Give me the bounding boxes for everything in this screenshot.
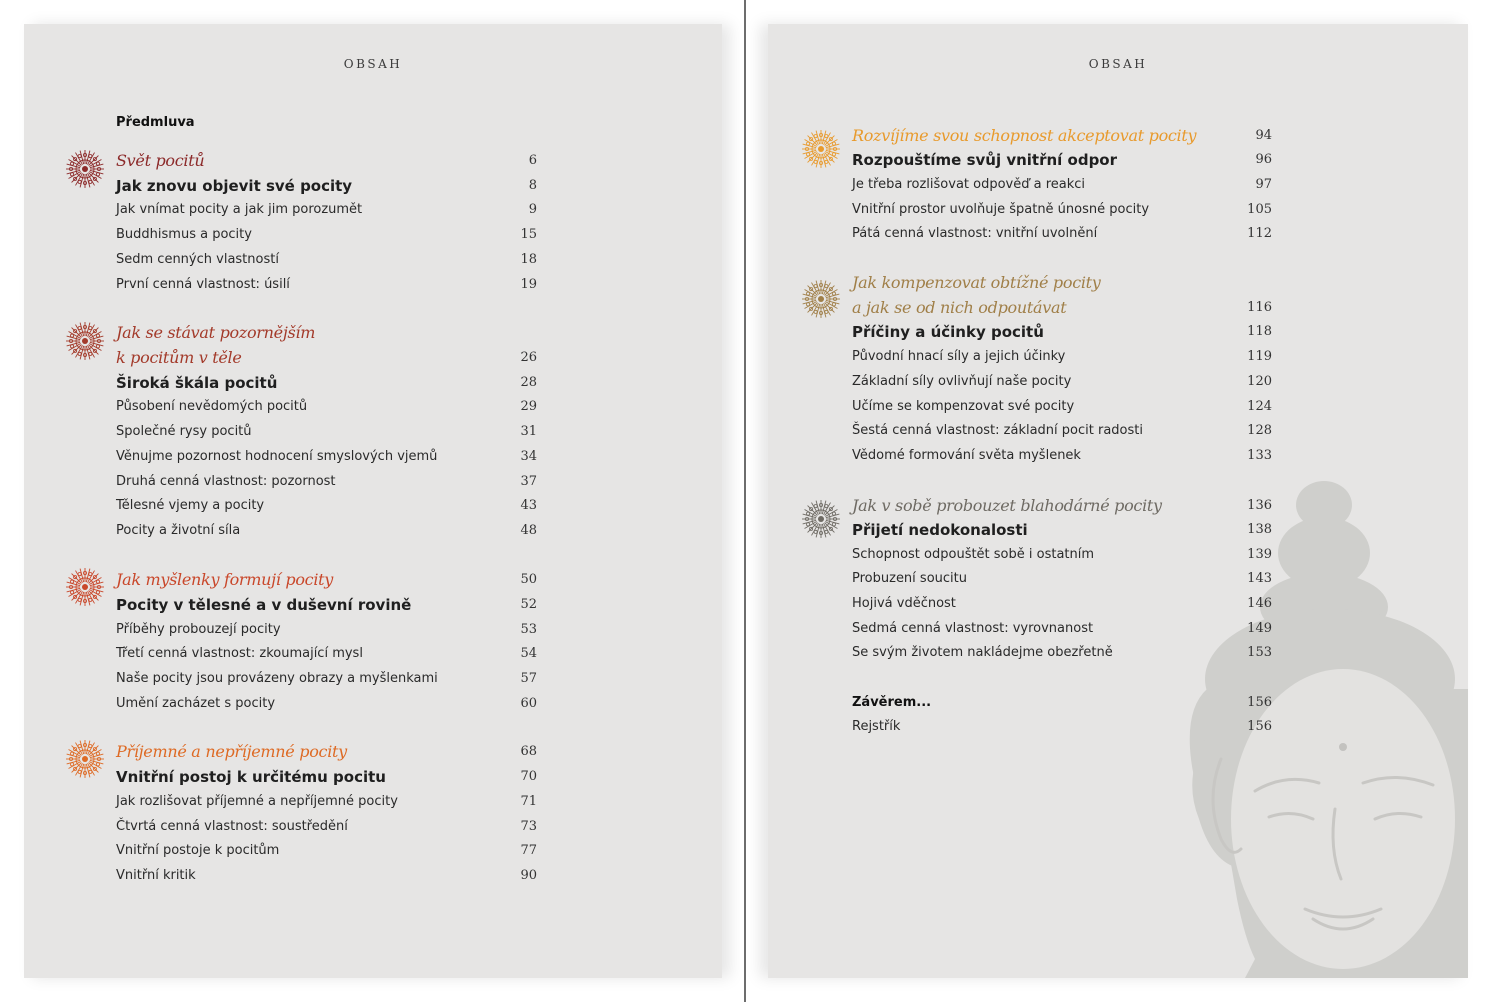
toc-entry-title: Příčiny a účinky pocitů xyxy=(852,323,1044,341)
toc-entry-page-number: 18 xyxy=(520,252,537,267)
toc-entry xyxy=(116,495,537,517)
toc-entry xyxy=(852,297,1272,319)
toc-entry-title: Rozvíjíme svou schopnost akceptovat pocity xyxy=(852,126,1197,145)
toc-entry-title: Se svým životem nakládejme obezřetně xyxy=(852,645,1113,660)
toc-entry-page-number: 156 xyxy=(1247,719,1272,734)
toc-entry-title: a jak se od nich odpoutávat xyxy=(852,298,1067,317)
toc-entry-page-number: 118 xyxy=(1247,324,1272,339)
toc-entry xyxy=(852,692,1272,714)
toc-entry xyxy=(852,149,1272,171)
toc-entry-page-number: 50 xyxy=(520,572,537,587)
toc-entry-title: Vnitřní postoje k pocitům xyxy=(116,843,280,858)
toc-entry-title: Umění zacházet s pocity xyxy=(116,696,276,711)
toc-entry-title: Sedmá cenná vlastnost: vyrovnanost xyxy=(852,621,1094,636)
toc-entry-page-number: 112 xyxy=(1247,226,1272,241)
toc-entry-page-number: 124 xyxy=(1247,399,1272,414)
toc-entry-title: Původní hnací síly a jejich účinky xyxy=(852,349,1066,364)
toc-entry-page-number: 105 xyxy=(1247,202,1272,217)
toc-entry-page-number: 133 xyxy=(1247,448,1272,463)
toc-entry-page-number: 37 xyxy=(520,474,537,489)
mandala-icon xyxy=(800,128,842,170)
mandala-icon xyxy=(64,566,106,608)
toc-entry xyxy=(852,642,1272,664)
toc-entry-page-number: 60 xyxy=(520,696,537,711)
toc-entry-page-number: 34 xyxy=(520,449,537,464)
running-head-left: OBSAH xyxy=(343,57,403,71)
toc-entry-title: Společné rysy pocitů xyxy=(116,424,252,439)
toc-entry xyxy=(116,569,537,591)
toc-entry-page-number: 128 xyxy=(1247,423,1272,438)
toc-entry xyxy=(116,150,537,172)
toc-entry-page-number: 48 xyxy=(520,523,537,538)
toc-entry-page-number: 119 xyxy=(1247,349,1272,364)
toc-entry-page-number: 6 xyxy=(528,153,537,168)
toc-entry-title: Probuzení soucitu xyxy=(852,571,967,586)
toc-entry xyxy=(116,372,537,394)
toc-entry xyxy=(116,791,537,813)
toc-entry xyxy=(852,716,1272,738)
toc-entry-page-number: 53 xyxy=(520,622,537,637)
toc-entry-page-number: 31 xyxy=(520,424,537,439)
toc-entry-title: Jak znovu objevit své pocity xyxy=(116,177,353,195)
toc-entry xyxy=(116,471,537,493)
mandala-icon xyxy=(64,148,106,190)
toc-entry xyxy=(852,199,1272,221)
toc-entry xyxy=(116,766,537,788)
toc-entry xyxy=(852,519,1272,541)
toc-entry-title: Pocity a životní síla xyxy=(116,523,241,538)
toc-entry-title: Rejstřík xyxy=(852,719,901,734)
toc-right xyxy=(852,24,1272,978)
toc-entry-page-number: 73 xyxy=(520,819,537,834)
toc-entry-title: Vnitřní prostor uvolňuje špatně únosné pocity xyxy=(852,202,1150,217)
toc-entry-title: Jak vnímat pocity a jak jim porozumět xyxy=(116,202,363,217)
toc-entry-page-number: 77 xyxy=(520,843,537,858)
toc-entry xyxy=(852,568,1272,590)
toc-entry-title: Jak rozlišovat příjemné a nepříjemné pocity xyxy=(116,794,398,809)
mandala-icon xyxy=(64,320,106,362)
toc-entry-page-number: 153 xyxy=(1247,645,1272,660)
toc-entry-title: Naše pocity jsou provázeny obrazy a myšlenkami xyxy=(116,671,438,686)
toc-entry-page-number: 143 xyxy=(1247,571,1272,586)
mandala-icon xyxy=(64,738,106,780)
toc-entry-page-number: 15 xyxy=(520,227,537,242)
toc-entry xyxy=(116,175,537,197)
toc-entry xyxy=(116,594,537,616)
toc-entry-page-number: 90 xyxy=(520,868,537,883)
toc-entry-title: První cenná vlastnost: úsilí xyxy=(116,277,290,292)
toc-entry-page-number: 120 xyxy=(1247,374,1272,389)
toc-entry-page-number: 19 xyxy=(520,277,537,292)
toc-entry-page-number: 28 xyxy=(520,375,537,390)
toc-entry xyxy=(116,816,537,838)
toc-entry-page-number: 70 xyxy=(520,769,537,784)
toc-entry-page-number: 139 xyxy=(1247,547,1272,562)
toc-entry xyxy=(852,420,1272,442)
toc-entry xyxy=(852,445,1272,467)
toc-entry-title: Příjemné a nepříjemné pocity xyxy=(116,742,347,761)
toc-entry-title: Vědomé formování světa myšlenek xyxy=(852,448,1081,463)
toc-entry-page-number: 29 xyxy=(520,399,537,414)
toc-entry-page-number: 94 xyxy=(1255,128,1272,143)
toc-entry xyxy=(116,668,537,690)
mandala-icon xyxy=(800,278,842,320)
toc-entry xyxy=(116,347,537,369)
toc-entry xyxy=(852,593,1272,615)
toc-entry-page-number: 54 xyxy=(520,646,537,661)
toc-entry xyxy=(852,125,1272,147)
toc-entry-title: Jak myšlenky formují pocity xyxy=(116,570,334,589)
toc-entry-page-number: 43 xyxy=(520,498,537,513)
mandala-icon xyxy=(800,498,842,540)
toc-entry-page-number: 96 xyxy=(1255,152,1272,167)
toc-entry xyxy=(852,223,1272,245)
right-page xyxy=(768,24,1468,978)
toc-entry xyxy=(116,643,537,665)
toc-entry xyxy=(852,321,1272,343)
toc-entry-title: Základní síly ovlivňují naše pocity xyxy=(852,374,1072,389)
toc-entry-page-number: 97 xyxy=(1255,177,1272,192)
toc-entry xyxy=(116,322,537,344)
toc-entry xyxy=(116,421,537,443)
toc-entry xyxy=(116,396,537,418)
toc-entry-title: Předmluva xyxy=(116,115,195,130)
toc-entry-title: Vnitřní postoj k určitému pocitu xyxy=(116,768,386,786)
toc-entry xyxy=(116,865,537,887)
toc-entry xyxy=(852,272,1272,294)
toc-entry-page-number: 52 xyxy=(520,597,537,612)
toc-entry-title: Druhá cenná vlastnost: pozornost xyxy=(116,474,336,489)
toc-entry-title: Čtvrtá cenná vlastnost: soustředění xyxy=(116,819,348,834)
toc-entry xyxy=(116,741,537,763)
toc-entry-title: Jak kompenzovat obtížné pocity xyxy=(852,273,1101,292)
toc-entry-title: Závěrem... xyxy=(852,695,932,710)
toc-entry xyxy=(852,544,1272,566)
toc-entry-page-number: 57 xyxy=(520,671,537,686)
toc-entry-title: Působení nevědomých pocitů xyxy=(116,399,308,414)
toc-entry-page-number: 116 xyxy=(1247,300,1272,315)
toc-entry xyxy=(116,520,537,542)
toc-entry xyxy=(116,446,537,468)
toc-entry xyxy=(852,618,1272,640)
toc-entry xyxy=(116,224,537,246)
toc-entry xyxy=(852,495,1272,517)
toc-entry xyxy=(852,174,1272,196)
toc-entry-title: Přijetí nedokonalosti xyxy=(852,521,1028,539)
toc-entry-page-number: 9 xyxy=(528,202,537,217)
toc-entry-title: Rozpouštíme svůj vnitřní odpor xyxy=(852,151,1118,169)
toc-entry xyxy=(852,396,1272,418)
toc-entry-page-number: 71 xyxy=(520,794,537,809)
toc-entry-page-number: 136 xyxy=(1247,498,1272,513)
toc-entry-title: Učíme se kompenzovat své pocity xyxy=(852,399,1075,414)
toc-entry xyxy=(116,249,537,271)
toc-entry xyxy=(116,840,537,862)
toc-entry-title: k pocitům v těle xyxy=(116,348,242,367)
toc-entry-title: Jak v sobě probouzet blahodárné pocity xyxy=(852,496,1162,515)
toc-entry-title: Buddhismus a pocity xyxy=(116,227,252,242)
left-page xyxy=(24,24,722,978)
toc-entry xyxy=(116,274,537,296)
toc-entry-title: Šestá cenná vlastnost: základní pocit radosti xyxy=(852,423,1143,438)
toc-entry-title: Vnitřní kritik xyxy=(116,868,196,883)
toc-entry-page-number: 68 xyxy=(520,744,537,759)
toc-entry-title: Hojivá vděčnost xyxy=(852,596,956,611)
book-spine xyxy=(744,0,746,1002)
running-head-right: OBSAH xyxy=(1088,57,1148,71)
toc-entry-title: Sedm cenných vlastností xyxy=(116,252,279,267)
toc-entry-title: Jak se stávat pozornějším xyxy=(116,323,316,342)
toc-entry-page-number: 8 xyxy=(528,178,537,193)
toc-entry xyxy=(852,371,1272,393)
toc-entry-title: Schopnost odpouštět sobě i ostatním xyxy=(852,547,1095,562)
toc-entry-title: Pátá cenná vlastnost: vnitřní uvolnění xyxy=(852,226,1098,241)
toc-entry-title: Tělesné vjemy a pocity xyxy=(116,498,265,513)
toc-left xyxy=(116,24,537,978)
toc-entry xyxy=(116,199,537,221)
toc-entry-title: Třetí cenná vlastnost: zkoumající mysl xyxy=(116,646,363,661)
toc-entry xyxy=(116,619,537,641)
toc-entry-title: Pocity v tělesné a v duševní rovině xyxy=(116,596,412,614)
toc-entry-page-number: 156 xyxy=(1247,695,1272,710)
toc-entry-title: Široká škála pocitů xyxy=(116,374,278,392)
toc-entry-page-number: 26 xyxy=(520,350,537,365)
toc-entry xyxy=(852,346,1272,368)
toc-entry-title: Věnujme pozornost hodnocení smyslových vjemů xyxy=(116,449,438,464)
toc-entry-page-number: 146 xyxy=(1247,596,1272,611)
toc-entry-page-number: 149 xyxy=(1247,621,1272,636)
toc-entry-title: Je třeba rozlišovat odpověď a reakci xyxy=(852,177,1086,192)
toc-entry-page-number: 138 xyxy=(1247,522,1272,537)
toc-entry xyxy=(116,112,537,134)
toc-entry-title: Svět pocitů xyxy=(116,151,205,170)
toc-entry xyxy=(116,693,537,715)
toc-entry-title: Příběhy probouzejí pocity xyxy=(116,622,281,637)
